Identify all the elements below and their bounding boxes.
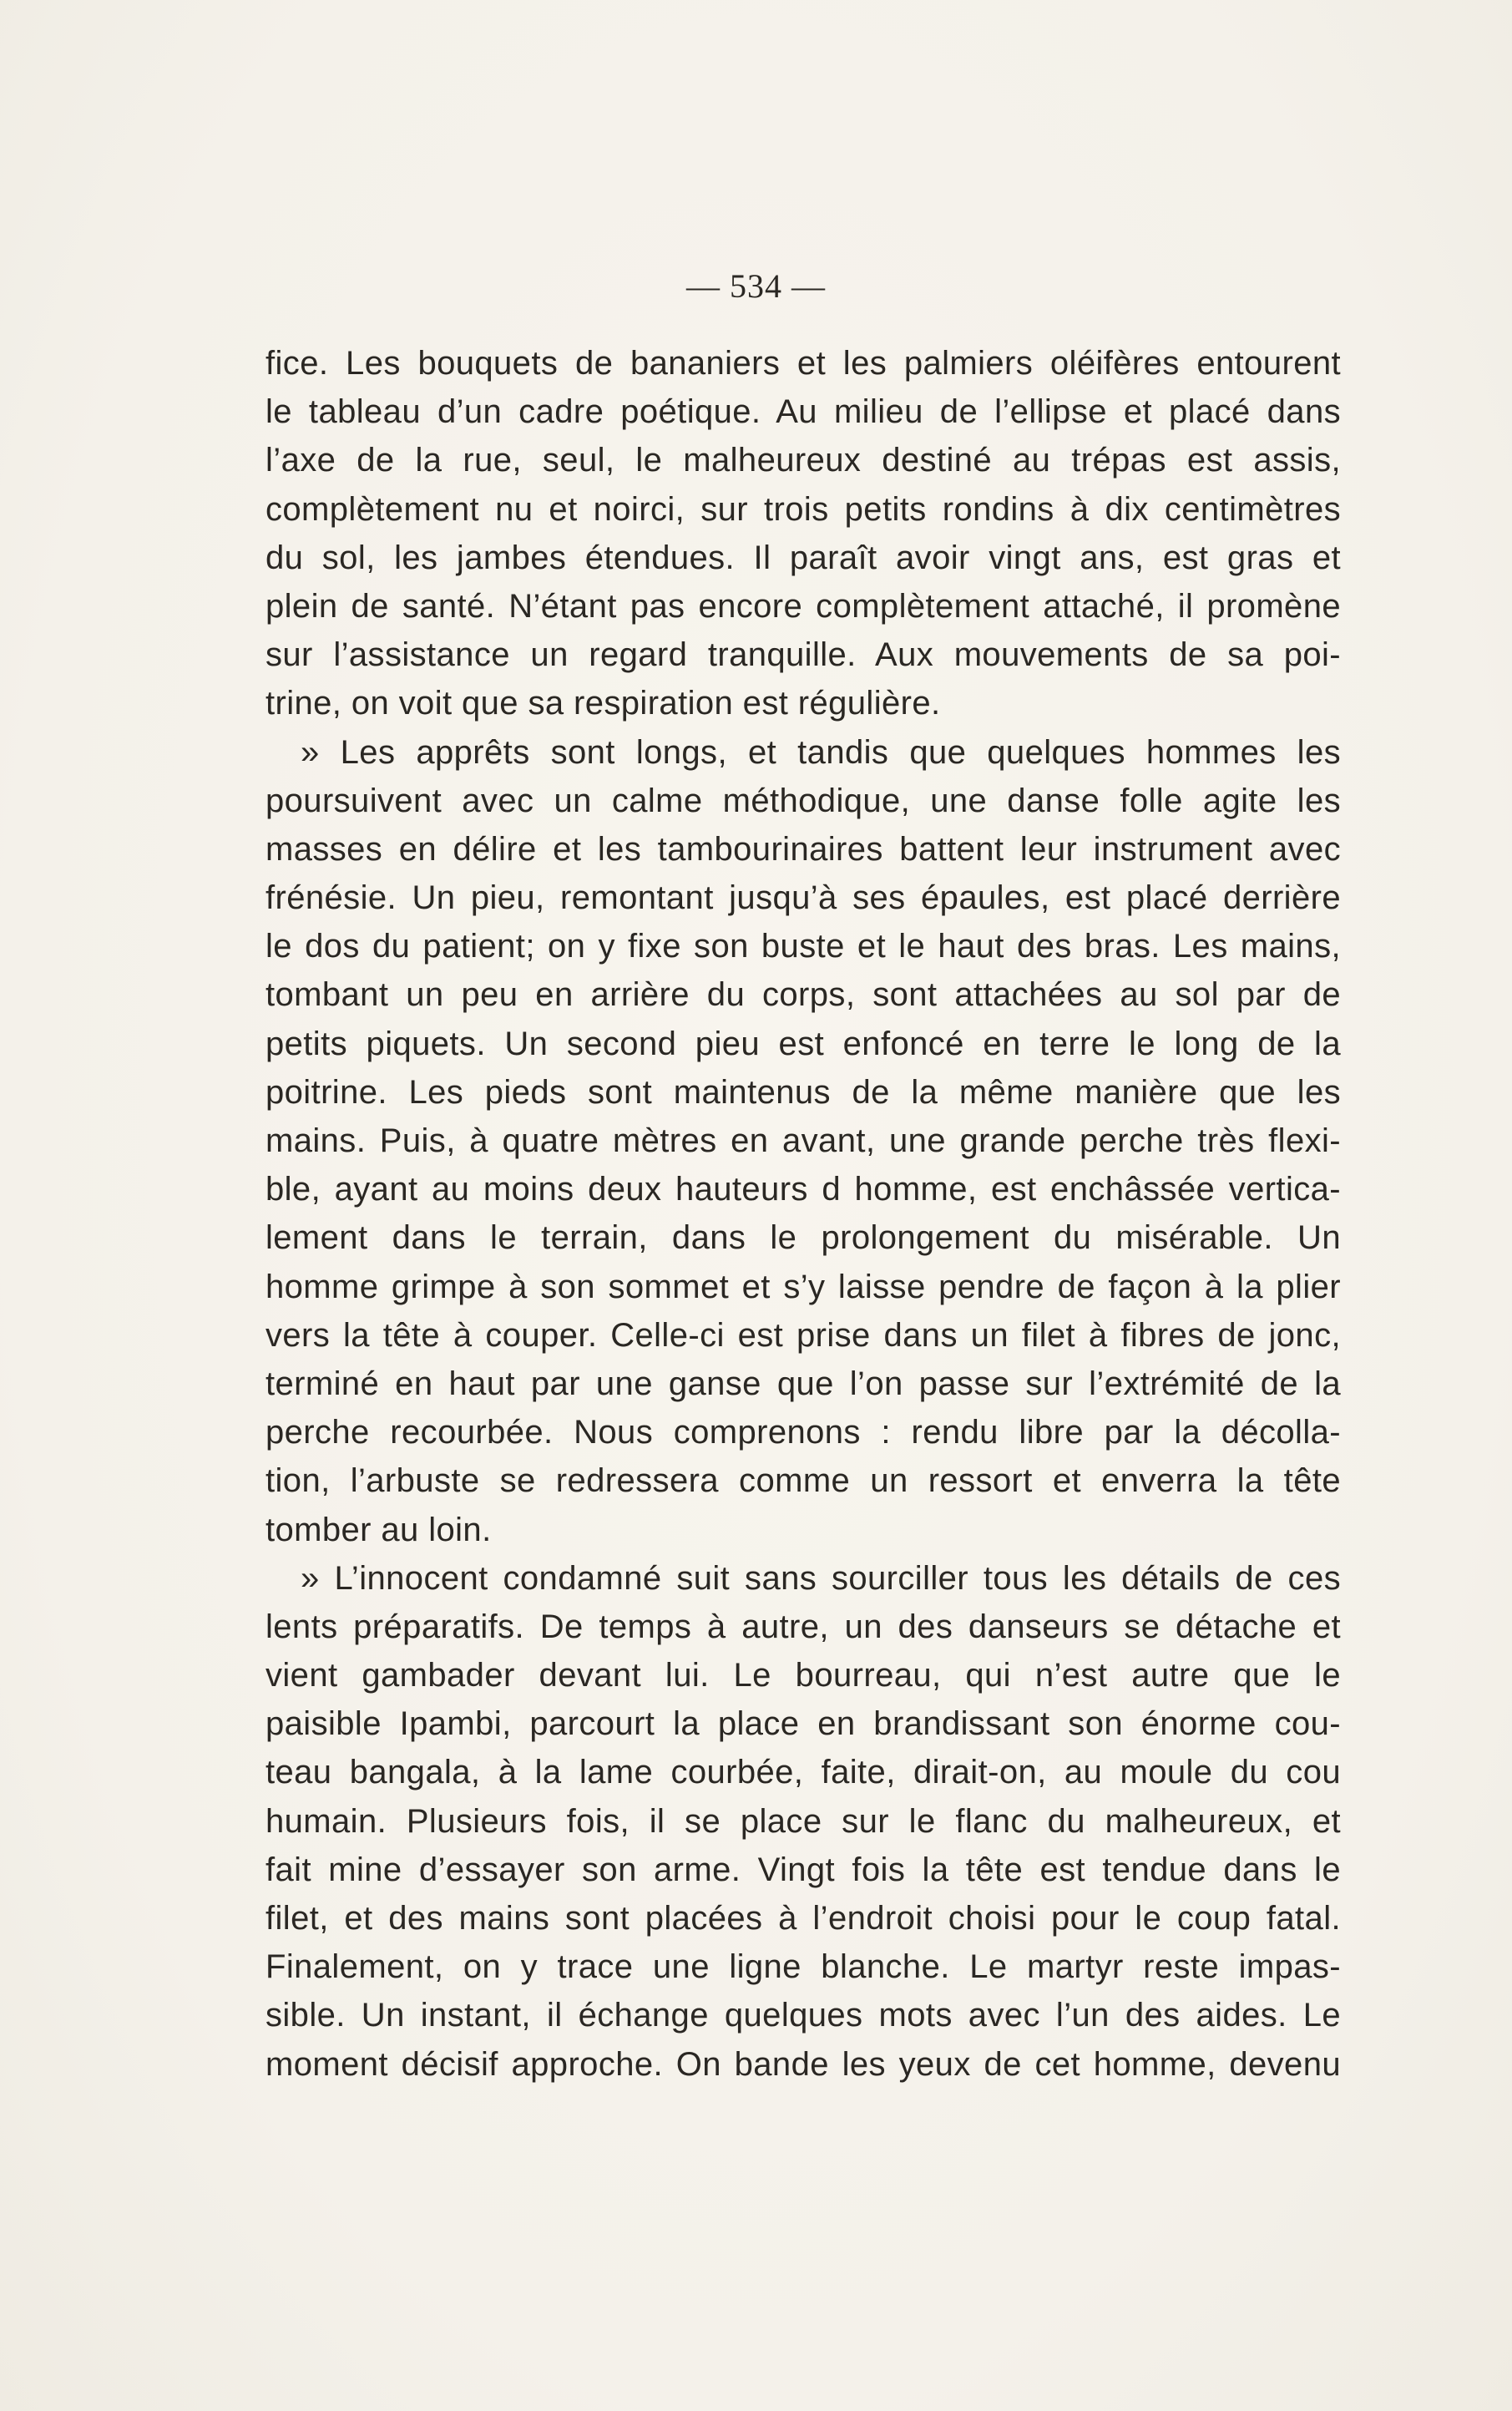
text-line: masses en délire et les tambourinaires battent leur instrument avec (265, 830, 1341, 868)
text-line: Finalement, on y trace une ligne blanche. Le martyr reste impas- (265, 1948, 1341, 1986)
text-line: poursuivent avec un calme méthodique, une danse folle agite les (265, 782, 1341, 819)
text-line: plein de santé. N’étant pas encore complètement attaché, il promène (265, 587, 1341, 625)
text-line: du sol, les jambes étendues. Il paraît avoir vingt ans, est gras et (265, 539, 1341, 576)
text-line: frénésie. Un pieu, remontant jusqu’à ses épaules, est placé derrière (265, 879, 1341, 917)
text-line: fait mine d’essayer son arme. Vingt fois la tête est tendue dans le (265, 1851, 1341, 1888)
paragraph-start-line: » Les apprêts sont longs, et tandis que quelques hommes les (301, 733, 1341, 771)
text-line: humain. Plusieurs fois, il se place sur le flanc du malheureux, et (265, 1802, 1341, 1840)
page-number: — 534 — (686, 267, 826, 305)
text-line: lents préparatifs. De temps à autre, un des danseurs se détache et (265, 1608, 1341, 1645)
text-line: tion, l’arbuste se redressera comme un ressort et enverra la tête (265, 1462, 1341, 1500)
text-line: terminé en haut par une ganse que l’on passe sur l’extrémité de la (265, 1365, 1341, 1402)
text-line: vient gambader devant lui. Le bourreau, qui n’est autre que le (265, 1657, 1341, 1694)
text-line: trine, on voit que sa respiration est régulière. (265, 685, 941, 722)
text-line: filet, et des mains sont placées à l’endroit choisi pour le coup fatal. (265, 1900, 1341, 1937)
text-line: sur l’assistance un regard tranquille. Aux mouvements de sa poi- (265, 636, 1341, 674)
text-line: homme grimpe à son sommet et s’y laisse pendre de façon à la plier (265, 1268, 1341, 1305)
text-line: petits piquets. Un second pieu est enfoncé en terre le long de la (265, 1025, 1341, 1062)
text-line: le tableau d’un cadre poétique. Au milieu de l’ellipse et placé dans (265, 393, 1341, 431)
text-line: vers la tête à couper. Celle-ci est prise dans un filet à fibres de jonc, (265, 1316, 1341, 1354)
text-line: mains. Puis, à quatre mètres en avant, une grande perche très flexi- (265, 1122, 1341, 1159)
text-line: l’axe de la rue, seul, le malheureux destiné au trépas est assis, (265, 442, 1341, 479)
text-line: tomber au loin. (265, 1511, 492, 1548)
text-line: le dos du patient; on y fixe son buste et le haut des bras. Les mains, (265, 928, 1341, 965)
text-line: fice. Les bouquets de bananiers et les palmiers oléifères entourent (265, 345, 1341, 382)
text-line: paisible Ipambi, parcourt la place en brandissant son énorme cou- (265, 1705, 1341, 1743)
body-text (265, 339, 1341, 2089)
text-line: tombant un peu en arrière du corps, sont attachées au sol par de (265, 976, 1341, 1014)
text-line: perche recourbée. Nous comprenons : rendu libre par la décolla- (265, 1414, 1341, 1451)
paragraph-start-line: » L’innocent condamné suit sans sourciller tous les détails de ces (301, 1559, 1341, 1597)
text-line: lement dans le terrain, dans le prolongement du misérable. Un (265, 1219, 1341, 1257)
text-line: ble, ayant au moins deux hauteurs d homme, est enchâssée vertica- (265, 1171, 1341, 1208)
text-line: poitrine. Les pieds sont maintenus de la même manière que les (265, 1073, 1341, 1111)
text-line: teau bangala, à la lame courbée, faite, dirait-on, au moule du cou (265, 1754, 1341, 1791)
text-line: complètement nu et noirci, sur trois petits rondins à dix centimètres (265, 490, 1341, 528)
text-line: moment décisif approche. On bande les yeux de cet homme, devenu (265, 2045, 1341, 2083)
text-line: sible. Un instant, il échange quelques mots avec l’un des aides. Le (265, 1997, 1341, 2034)
